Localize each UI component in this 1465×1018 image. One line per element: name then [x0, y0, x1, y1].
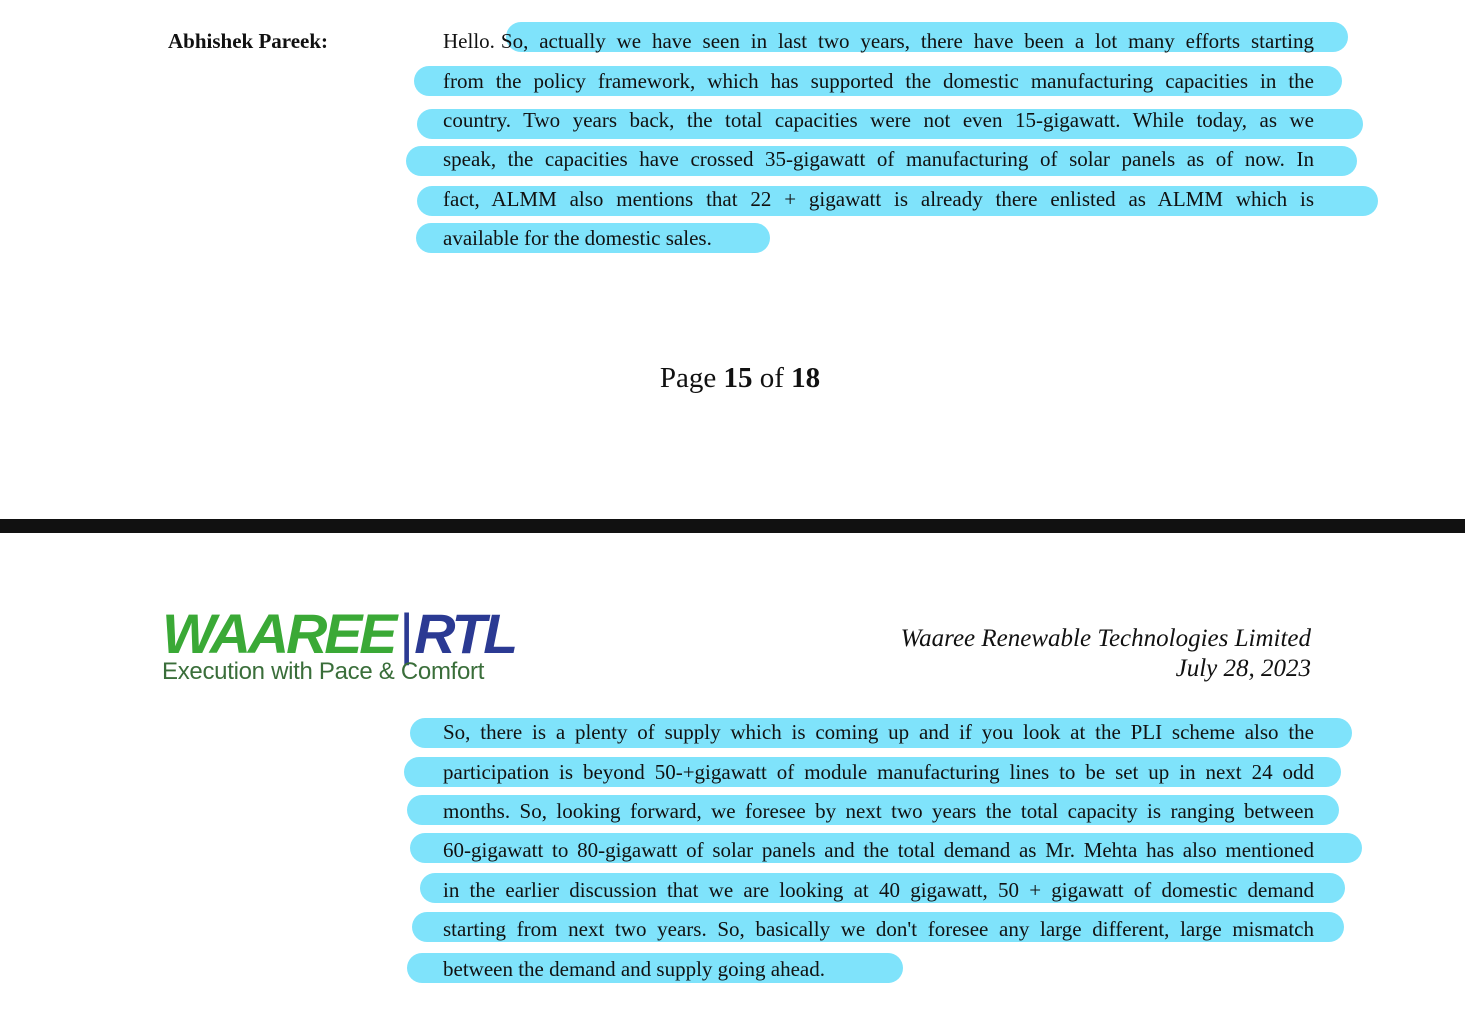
logo-separator: |	[398, 602, 411, 665]
paragraph-line: participation is beyond 50-+gigawatt of module manufacturing lines to be set up in next 24 odd	[443, 760, 1314, 784]
logo-suffix: RTL	[414, 602, 516, 665]
paragraph-line: 60-gigawatt to 80-gigawatt of solar panels and the total demand as Mr. Mehta has also mentioned	[443, 838, 1314, 862]
page-prefix: Page	[659, 362, 717, 394]
logo-tagline: Execution with Pace & Comfort	[162, 658, 485, 685]
company-name: Waaree Renewable Technologies Limited	[900, 625, 1311, 652]
paragraph-line: speak, the capacities have crossed 35-gigawatt of manufacturing of solar panels as of now. In	[443, 147, 1314, 171]
paragraph-line: country. Two years back, the total capacities were not even 15-gigawatt. While today, as we	[443, 108, 1314, 132]
paragraph-line: months. So, looking forward, we foresee by next two years the total capacity is ranging between	[443, 799, 1314, 823]
paragraph-lead: Hello.	[443, 29, 495, 53]
page-current: 15	[723, 362, 753, 394]
paragraph-line: starting from next two years. So, basically we don't foresee any large different, large mismatch	[443, 917, 1314, 941]
paragraph-line: fact, ALMM also mentions that 22 + gigawatt is already there enlisted as ALMM which is	[443, 187, 1314, 211]
company-logo	[162, 602, 516, 690]
paragraph-line: from the policy framework, which has supported the domestic manufacturing capacities in the	[443, 69, 1314, 93]
document-header	[901, 624, 1311, 684]
paragraph-line: between the demand and supply going ahead.	[443, 957, 825, 981]
page-of: of	[759, 362, 784, 394]
paragraph-line: available for the domestic sales.	[443, 226, 712, 250]
paragraph-line-text: So, actually we have seen in last two years, there have been a lot many efforts starting	[500, 29, 1314, 53]
logo-wordmark	[162, 602, 516, 665]
paragraph-line: So, there is a plenty of supply which is coming up and if you look at the PLI scheme also the	[443, 720, 1314, 744]
speaker-name: Abhishek Pareek:	[168, 29, 329, 53]
page-number	[0, 360, 1465, 396]
paragraph-line: in the earlier discussion that we are looking at 40 gigawatt, 50 + gigawatt of domestic demand	[443, 878, 1314, 902]
page-divider	[0, 519, 1465, 533]
logo-brand: WAAREE	[162, 602, 395, 665]
paragraph-line	[443, 27, 1314, 55]
page-total: 18	[791, 362, 821, 394]
document-date: July 28, 2023	[1175, 655, 1311, 682]
